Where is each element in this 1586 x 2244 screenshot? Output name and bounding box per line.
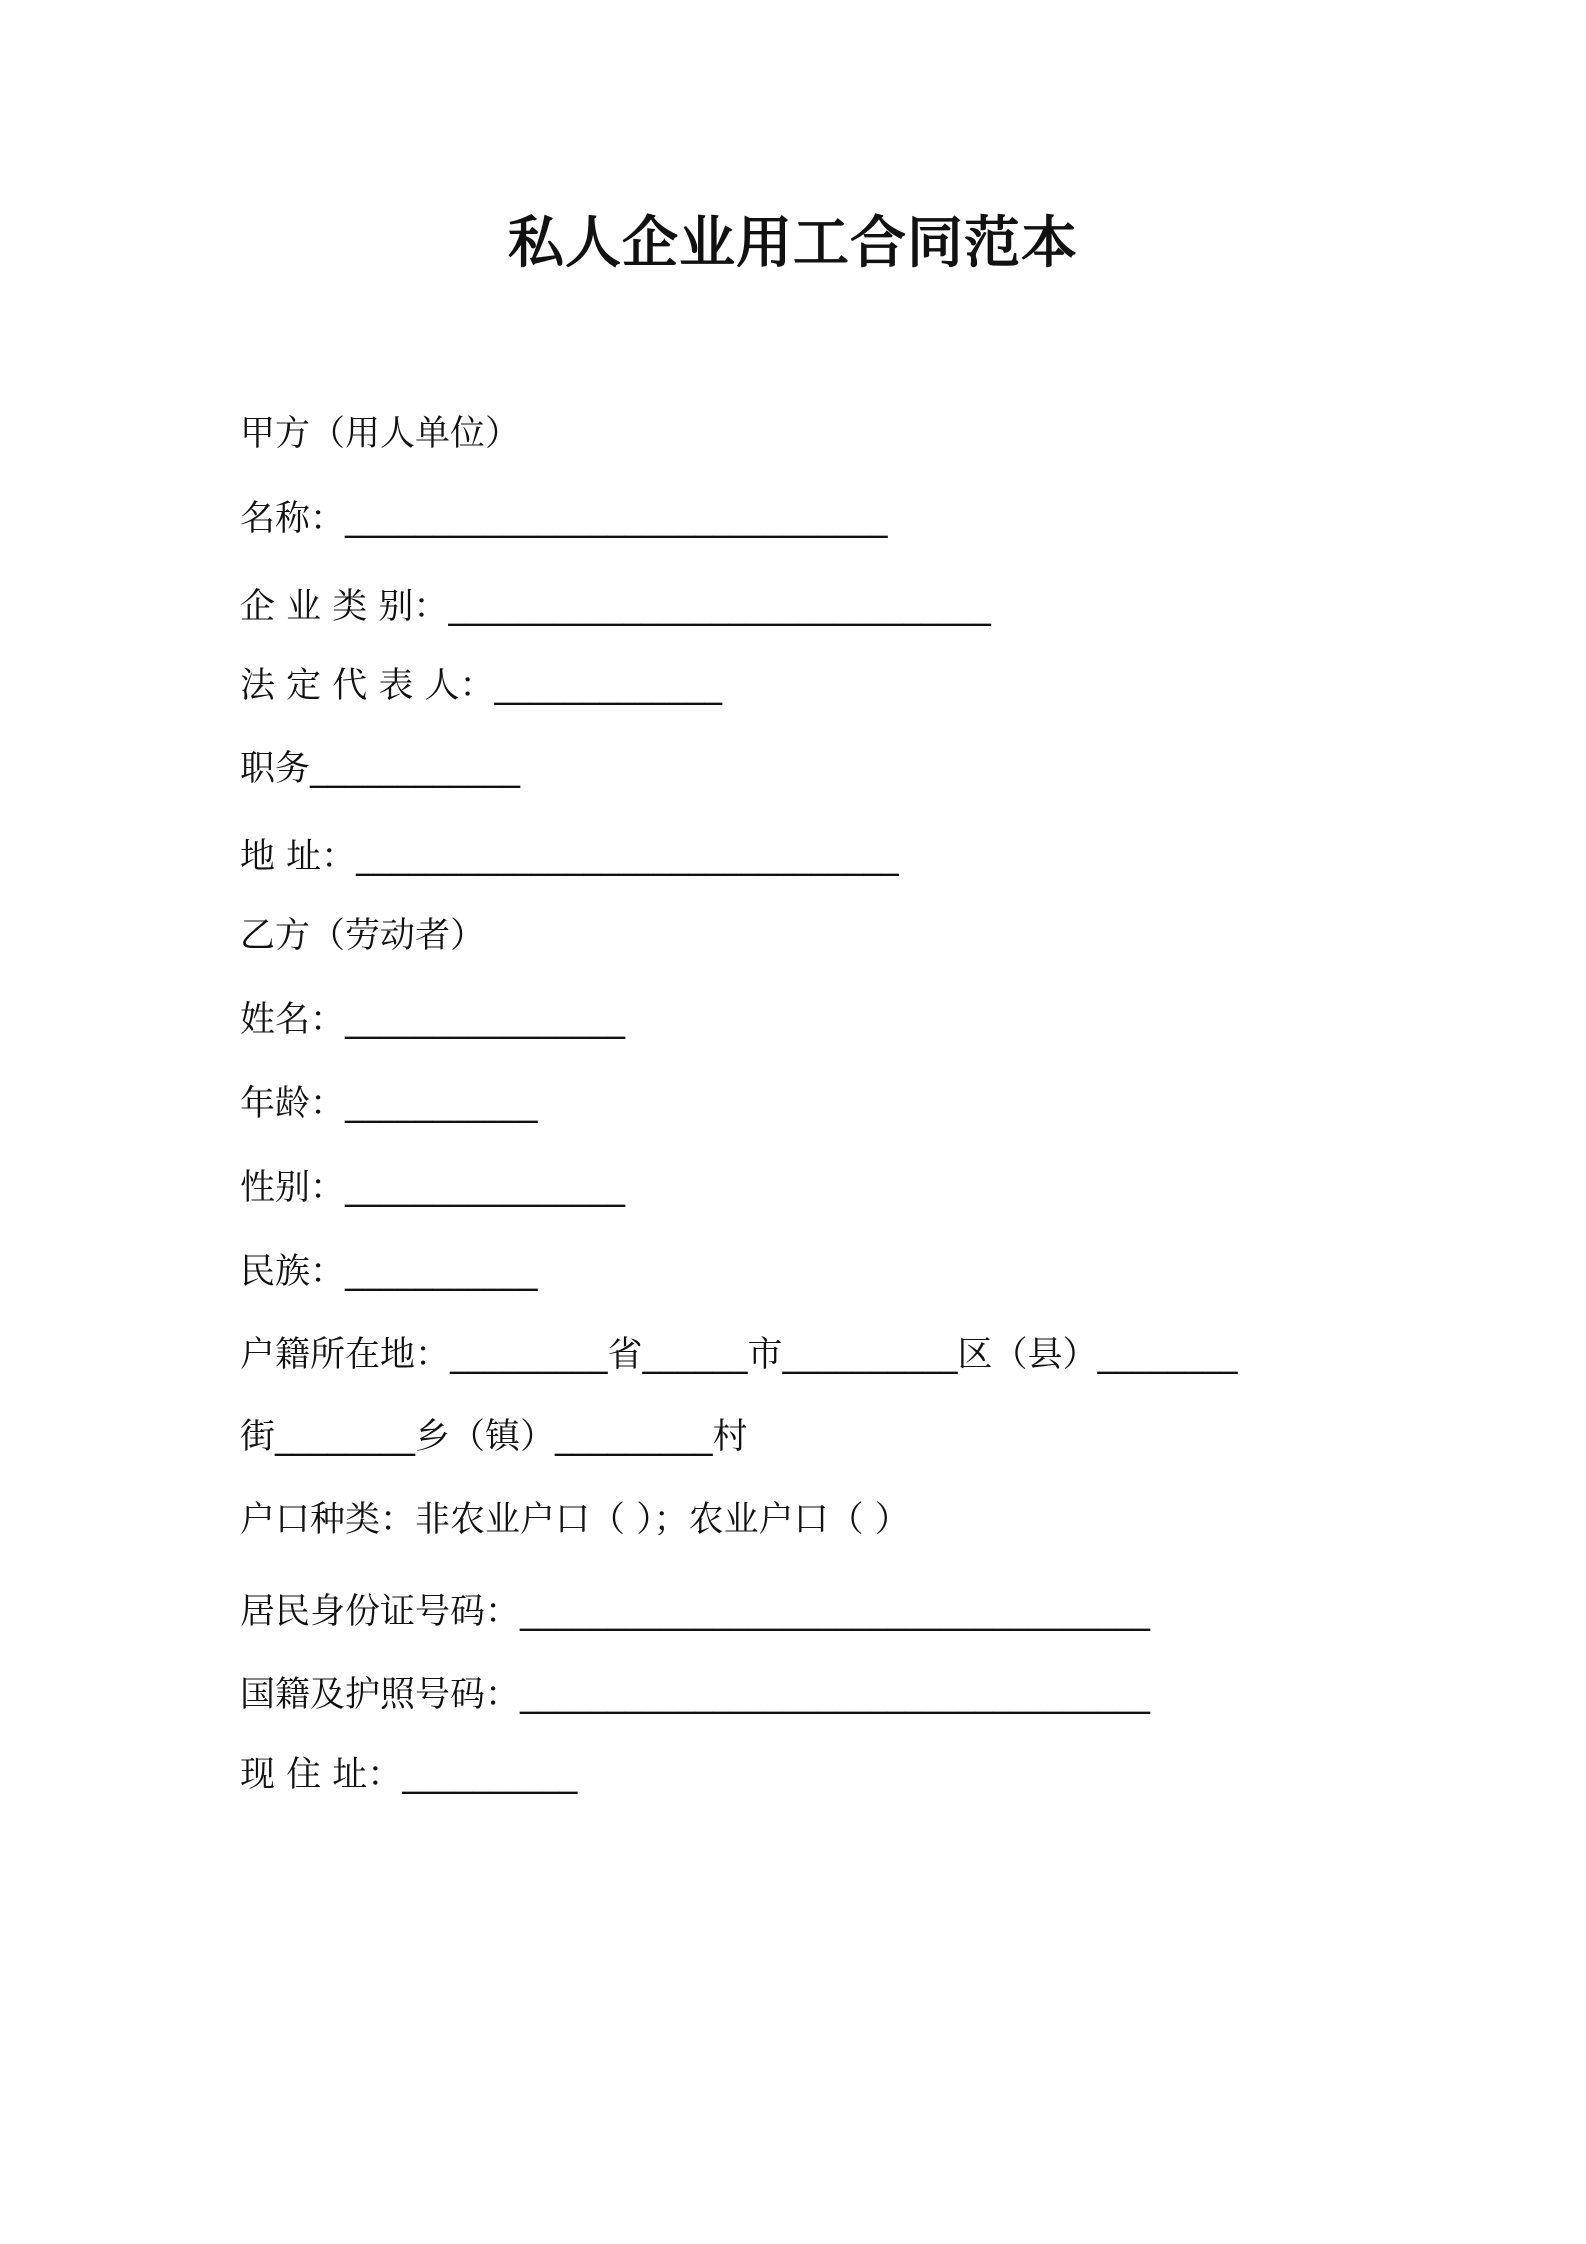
party-a-legal-representative-field: 法 定 代 表 人：_____________ <box>240 666 723 706</box>
party-a-address-field: 地 址：_______________________________ <box>240 837 899 877</box>
party-a-heading: 甲方（用人单位） <box>240 414 521 454</box>
party-b-gender-field: 性别：________________ <box>240 1168 626 1208</box>
party-a-position-field: 职务____________ <box>240 749 521 789</box>
party-b-ethnicity-field: 民族：___________ <box>240 1252 538 1292</box>
party-b-name-field: 姓名：________________ <box>240 1000 626 1040</box>
document-title: 私人企业用工合同范本 <box>508 211 1078 276</box>
party-b-age-field: 年龄：___________ <box>240 1084 538 1124</box>
party-b-hukou-type-field: 户口种类：非农业户口（ ）；农业户口（ ） <box>240 1500 910 1540</box>
party-b-id-number-field: 居民身份证号码：____________________________________ <box>240 1592 1151 1632</box>
party-a-enterprise-type-field: 企 业 类 别：_______________________________ <box>240 587 991 627</box>
party-b-current-address-field: 现 住 址：__________ <box>240 1755 578 1795</box>
party-b-household-registration-field: 户籍所在地：_________省______市__________区（县）________ <box>240 1335 1238 1375</box>
party-b-heading: 乙方（劳动者） <box>240 916 486 956</box>
party-b-nationality-passport-field: 国籍及护照号码：____________________________________ <box>240 1675 1151 1715</box>
party-a-name-field: 名称：_______________________________ <box>240 499 888 539</box>
party-b-street-field: 街________乡（镇）_________村 <box>240 1417 748 1457</box>
